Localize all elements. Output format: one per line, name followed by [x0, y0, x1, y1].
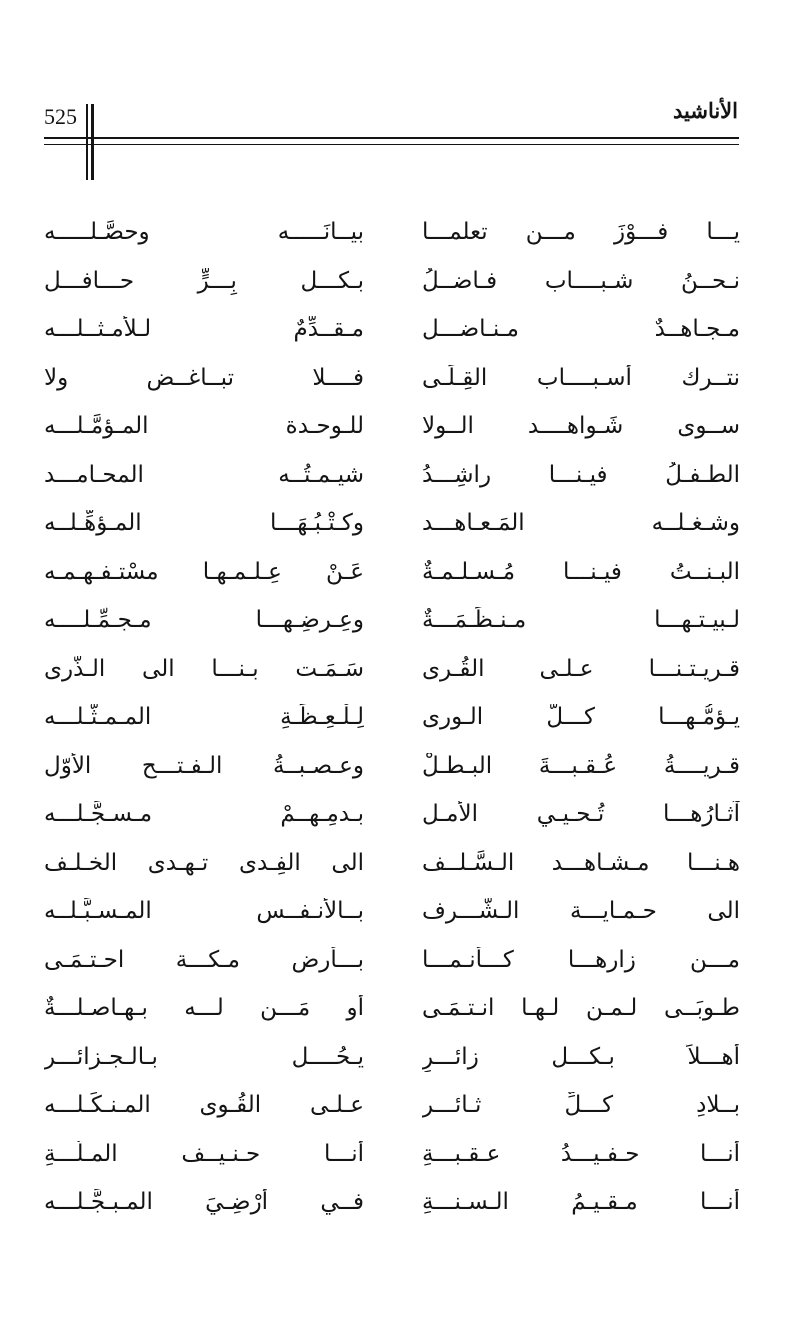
first-hemistich: نتــرك أسـبــــاب القِـلَـى: [422, 364, 740, 391]
second-hemistich: للـوحـدة المـؤمَّـلـــه: [44, 413, 364, 440]
first-hemistich: نـحــنُ شـبــــاب فـاضــلُ: [422, 267, 740, 294]
second-hemistich: أنـــا حـنـيــف المـلَّـــةِ: [44, 1140, 364, 1167]
verse-line: [40, 355, 740, 404]
verse-line: [40, 597, 740, 646]
page-number-divider-left: [86, 104, 88, 180]
first-hemistich: يـؤمُّـهـــا كـــلُّ الـورى: [422, 704, 740, 731]
verse-line: [40, 840, 740, 889]
first-hemistich: البـنــتُ فيـنـــا مُـسـلـمـةٌ: [422, 558, 740, 585]
first-hemistich: الى حـمـايـــة الـشَّـــرف: [422, 898, 740, 925]
poem-body: [40, 209, 740, 1228]
second-hemistich: وعِـرضِـهـــا مـجـمِّـلــــه: [44, 607, 364, 634]
verse-line: [40, 791, 740, 840]
verse-line: [40, 743, 740, 792]
header-rule-bottom: [44, 144, 739, 145]
verse-line: [40, 258, 740, 307]
first-hemistich: ســوى شَـواهــــد الــولا: [422, 413, 740, 440]
second-hemistich: شيـمـتُــه المحـامـــد: [44, 461, 364, 488]
verse-line: [40, 500, 740, 549]
first-hemistich: أنـــا مـقـيـمُ الـسـنـــةِ: [422, 1189, 740, 1216]
header-rule-top: [44, 137, 739, 139]
first-hemistich: وشـغـلــه المَـعـاهـــد: [422, 510, 740, 537]
first-hemistich: مـــن زارهـــا كـــأنـمـــا: [422, 946, 740, 973]
second-hemistich: مـقــدِّمٌ لـلأمـثــلـــه: [44, 316, 364, 343]
second-hemistich: لِـلْـعِـظَـةِ المـمـثَّـلـــه: [44, 704, 364, 731]
first-hemistich: هـنـــا مـشـاهـــد الـسَّـلــف: [422, 849, 740, 876]
verse-line: [40, 646, 740, 695]
verse-line: [40, 306, 740, 355]
first-hemistich: طـوبَــى لـمـن لـهـا انـتـمَـى: [422, 995, 740, 1022]
verse-line: [40, 937, 740, 986]
verse-line: [40, 1082, 740, 1131]
second-hemistich: الى الفِـدى تـهـدى الخـلـف: [44, 849, 364, 876]
first-hemistich: يـــا فـــوْزَ مـــن تعلمـــا: [422, 219, 740, 246]
verse-line: [40, 1034, 740, 1083]
first-hemistich: قـريــــةُ عُـقـبـــةَ البـطـلْ: [422, 752, 740, 779]
first-hemistich: بــلادِ كـــلِّ ثـائـــر: [422, 1092, 740, 1119]
second-hemistich: أو مَـــن لـــه بـهـاصـلـــةٌ: [44, 995, 364, 1022]
second-hemistich: بـدمِـهــمْ مـسـجَّـلـــه: [44, 801, 364, 828]
second-hemistich: بــالأنـفــس المـسـبَّـلــه: [44, 898, 364, 925]
verse-line: [40, 888, 740, 937]
page-number-divider-right: [91, 104, 94, 180]
verse-line: [40, 549, 740, 598]
verse-line: [40, 1131, 740, 1180]
first-hemistich: مـجـاهــدٌ مـنـاضـــل: [422, 316, 740, 343]
first-hemistich: لـبيـتـهـــا مـنـظِّـمَـــةٌ: [422, 607, 740, 634]
second-hemistich: فــــلا تبــاغــض ولا: [44, 364, 364, 391]
first-hemistich: آثـارُهـــا تُـحـيـي الأمـل: [422, 801, 740, 828]
second-hemistich: وكـتْـبُـهَـــا المـؤهِّـلــه: [44, 510, 364, 537]
verse-line: [40, 694, 740, 743]
second-hemistich: سَـمَـت بـنـــا الى الـذُّرى: [44, 655, 364, 682]
first-hemistich: أنـــا حـفـيـــدُ عـقـبـــةِ: [422, 1140, 740, 1167]
second-hemistich: يـحُــــل بـالـجـزائـــر: [44, 1043, 364, 1070]
running-head-title: الأناشيد: [672, 98, 738, 123]
first-hemistich: أهـــلاً بـكـــل زائـــرِ: [422, 1043, 740, 1070]
verse-line: [40, 1179, 740, 1228]
verse-line: [40, 209, 740, 258]
second-hemistich: عَـنْ عِـلـمـهـا مسْتـفـهـمـه: [44, 558, 364, 585]
verse-line: [40, 403, 740, 452]
second-hemistich: بـكـــل بِـــرٍّ حـــافـــل: [44, 267, 364, 294]
page-number: 525: [44, 104, 77, 129]
verse-line: [40, 452, 740, 501]
second-hemistich: بـــأرض مـكـــة احـتـمَـى: [44, 946, 364, 973]
second-hemistich: عـلـى القُـوى المـنـكِّـلـــه: [44, 1092, 364, 1119]
second-hemistich: بيــانَـــــه وحصَّـلـــــه: [44, 219, 364, 246]
verse-line: [40, 985, 740, 1034]
second-hemistich: وعـصـبــةُ الـفـتـــح الأوّل: [44, 752, 364, 779]
first-hemistich: الطـفـلُ فيـنـــا راشِـــدُ: [422, 461, 740, 488]
second-hemistich: فــي أرْضِـيَ المـبـجَّـلـــه: [44, 1189, 364, 1216]
first-hemistich: قـريـتـنـــا عـلـى القُـرى: [422, 655, 740, 682]
